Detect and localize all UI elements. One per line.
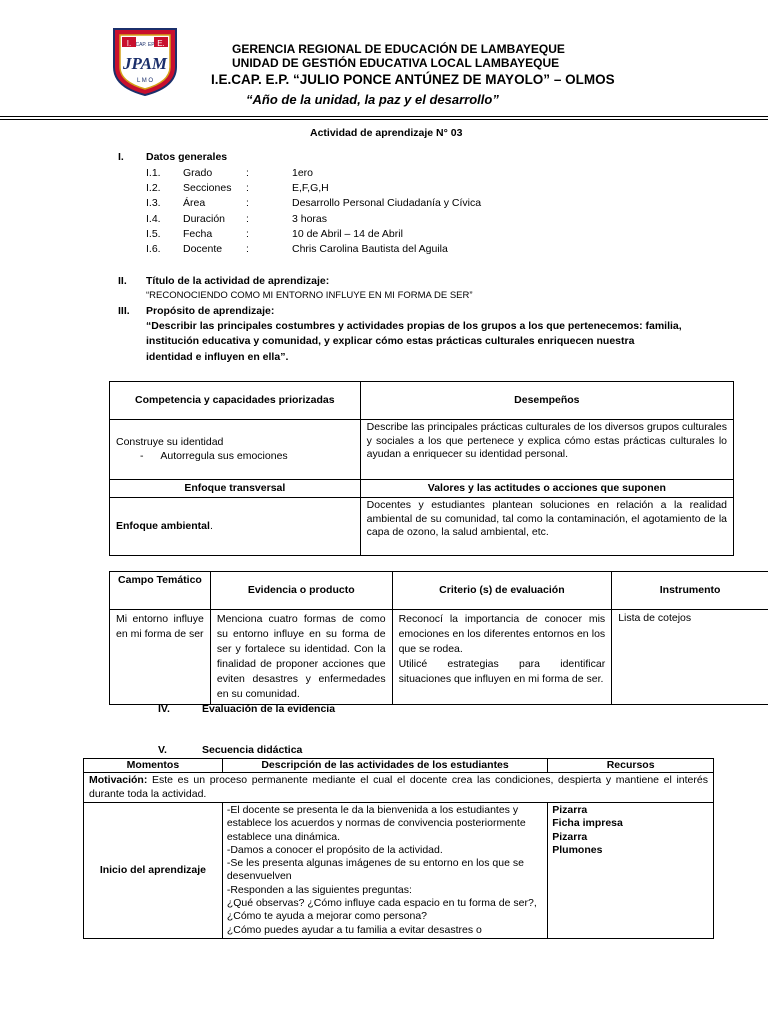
section-1-heading <box>0 150 768 165</box>
instrument-cell: Lista de cotejos <box>612 610 768 705</box>
motivation-label: Motivación: <box>89 774 148 786</box>
competency-cell <box>110 420 361 480</box>
item-label: Secciones <box>183 182 232 194</box>
resources-cell <box>548 803 714 939</box>
evidence-cell: Menciona cuatro formas de como su entorno influye en su forma de ser y fortalece su identidad. Con la finalidad de proponer acciones que eviten desastres y enfermedades en su comunidad. <box>210 610 392 705</box>
criterion-1: Reconocí la importancia de conocer mis emociones en los diferentes entornos en los que se rodea. <box>398 613 606 655</box>
activity-line: ¿Cómo te ayuda a mejorar como persona? <box>226 910 428 923</box>
general-row <box>0 227 768 242</box>
activity-line: ¿Cómo puedes ayudar a tu familia a evitar desastres o <box>226 923 482 936</box>
activities-cell <box>222 803 547 939</box>
section-3-heading <box>0 304 768 319</box>
criterion-2: Utilicé estrategias para identificar situaciones que influyen en mi forma de ser. <box>398 658 606 685</box>
enfoque-name: Enfoque ambiental <box>116 519 210 532</box>
competency-name: Construye su identidad <box>116 436 224 448</box>
competency-table <box>109 381 734 556</box>
capacity-item <box>116 450 354 464</box>
school-logo <box>110 27 180 97</box>
header-recursos: Recursos <box>548 759 714 773</box>
item-number: I.1. <box>146 167 161 179</box>
item-value: 10 de Abril – 14 de Abril <box>292 228 403 240</box>
item-label: Duración <box>183 213 226 225</box>
general-row <box>0 196 768 211</box>
motivation-cell <box>84 773 714 803</box>
item-label: Grado <box>183 167 213 179</box>
section-4-heading <box>0 702 768 717</box>
header-divider-2 <box>0 119 768 120</box>
evidence-table <box>109 571 768 705</box>
didactic-sequence-table <box>83 758 714 939</box>
header-desempenos: Desempeños <box>360 382 733 420</box>
purpose-line-1: “Describir las principales costumbres y actividades propias de los grupos a los que pertenecemos: familia, <box>146 320 682 332</box>
enfoque-period: . <box>209 519 213 532</box>
header-line-3: I.E.CAP. E.P. “JULIO PONCE ANTÚNEZ DE MAYOLO” – OLMOS <box>211 72 615 87</box>
header-line-1: GERENCIA REGIONAL DE EDUCACIÓN DE LAMBAYEQUE <box>232 42 565 56</box>
enfoque-cell <box>110 498 361 556</box>
section-title: Evaluación de la evidencia <box>202 703 336 715</box>
resource-item: Pizarra <box>552 830 588 843</box>
general-row <box>0 166 768 181</box>
activity-name: “RECONOCIENDO COMO MI ENTORNO INFLUYE EN MI FORMA DE SER” <box>146 290 473 301</box>
activity-line: -Damos a conocer el propósito de la actividad. <box>226 843 443 856</box>
resource-item: Pizarra <box>552 804 588 816</box>
header-valores: Valores y las actitudes o acciones que suponen <box>360 480 733 498</box>
svg-text:I.: I. <box>126 39 132 48</box>
header-motto: “Año de la unidad, la paz y el desarrollo” <box>246 92 499 107</box>
header-instrumento: Instrumento <box>612 572 768 610</box>
activity-line: -Se les presenta algunas imágenes de su entorno en los que se desenvuelven <box>226 857 524 883</box>
svg-text:L M O: L M O <box>136 78 154 84</box>
item-number: I.2. <box>146 182 161 194</box>
section-5-heading <box>0 743 768 758</box>
item-number: I.3. <box>146 197 161 209</box>
section-number: IV. <box>158 703 170 715</box>
activity-line: ¿Qué observas? ¿Cómo influye cada espacio en tu forma de ser?, <box>226 897 537 910</box>
header-competencias: Competencia y capacidades priorizadas <box>110 382 361 420</box>
purpose-line-3: identidad e influyen en ella”. <box>146 351 289 363</box>
performance-cell: Describe las principales prácticas culturales de los diversos grupos culturales y sociales a los que pertenece y explica cómo estas prácticas culturales lo ayudan a enriquecer su identidad personal. <box>360 420 733 480</box>
moment-cell: Inicio del aprendizaje <box>84 803 223 939</box>
criteria-cell <box>392 610 612 705</box>
general-row <box>0 242 768 257</box>
section-2-heading <box>0 274 768 289</box>
capacity-dash: - <box>140 449 144 462</box>
item-separator: : <box>246 243 249 255</box>
item-value: Desarrollo Personal Ciudadanía y Cívica <box>292 197 482 209</box>
item-number: I.6. <box>146 243 161 255</box>
item-value: Chris Carolina Bautista del Aguila <box>292 243 448 255</box>
purpose-line-2: institución educativa y comunidad, y explicar cómo estas prácticas culturales enriquecen nuestra <box>146 335 635 347</box>
item-separator: : <box>246 197 249 209</box>
svg-text:JPAM: JPAM <box>122 54 168 73</box>
section-number: V. <box>158 744 167 756</box>
section-title: Título de la actividad de aprendizaje: <box>146 275 330 287</box>
item-separator: : <box>246 228 249 240</box>
section-title: Datos generales <box>146 151 228 163</box>
general-row <box>0 212 768 227</box>
activity-title: Actividad de aprendizaje N° 03 <box>310 127 463 139</box>
section-title: Propósito de aprendizaje: <box>146 305 275 317</box>
item-separator: : <box>246 167 249 179</box>
campo-cell: Mi entorno influye en mi forma de ser <box>110 610 211 705</box>
capacity-name: Autorregula sus emociones <box>160 449 288 462</box>
item-label: Área <box>183 197 206 209</box>
section-number: II. <box>118 275 127 287</box>
resource-item: Plumones <box>552 843 603 856</box>
item-label: Fecha <box>183 228 213 240</box>
header-line-2: UNIDAD DE GESTIÓN EDUCATIVA LOCAL LAMBAYEQUE <box>232 56 560 70</box>
item-value: 3 horas <box>292 213 328 225</box>
resource-item: Ficha impresa <box>552 817 623 830</box>
item-number: I.4. <box>146 213 161 225</box>
section-number: III. <box>118 305 130 317</box>
item-value: 1ero <box>292 167 314 179</box>
svg-text:CAP. EP: CAP. EP <box>135 42 155 48</box>
header-divider <box>0 116 768 117</box>
activity-line: -El docente se presenta le da la bienvenida a los estudiantes y establece los acuerdos y normas de convivencia posteriormente establece una dinámica. <box>226 804 526 843</box>
header-momentos: Momentos <box>84 759 223 773</box>
general-row <box>0 181 768 196</box>
header-campo: Campo Temático <box>110 572 211 610</box>
svg-text:E.: E. <box>157 39 165 48</box>
section-number: I. <box>118 151 124 163</box>
header-descripcion: Descripción de las actividades de los estudiantes <box>222 759 547 773</box>
header-evidencia: Evidencia o producto <box>210 572 392 610</box>
header-criterio: Criterio (s) de evaluación <box>392 572 612 610</box>
item-separator: : <box>246 182 249 194</box>
item-separator: : <box>246 213 249 225</box>
motivation-text: Este es un proceso permanente mediante el cual el docente crea las condiciones, despierta y mantiene el interés durante toda la actividad. <box>89 774 708 800</box>
values-cell: Docentes y estudiantes plantean soluciones en relación a la realidad ambiental de su comunidad, tal como la contaminación, el agotamiento de la capa de ozono, la salud ambiental, etc. <box>360 498 733 556</box>
header-enfoque: Enfoque transversal <box>110 480 361 498</box>
activity-line: -Responden a las siguientes preguntas: <box>226 883 412 896</box>
section-title: Secuencia didáctica <box>202 744 303 756</box>
item-value: E,F,G,H <box>292 182 329 194</box>
item-label: Docente <box>183 243 223 255</box>
item-number: I.5. <box>146 228 161 240</box>
